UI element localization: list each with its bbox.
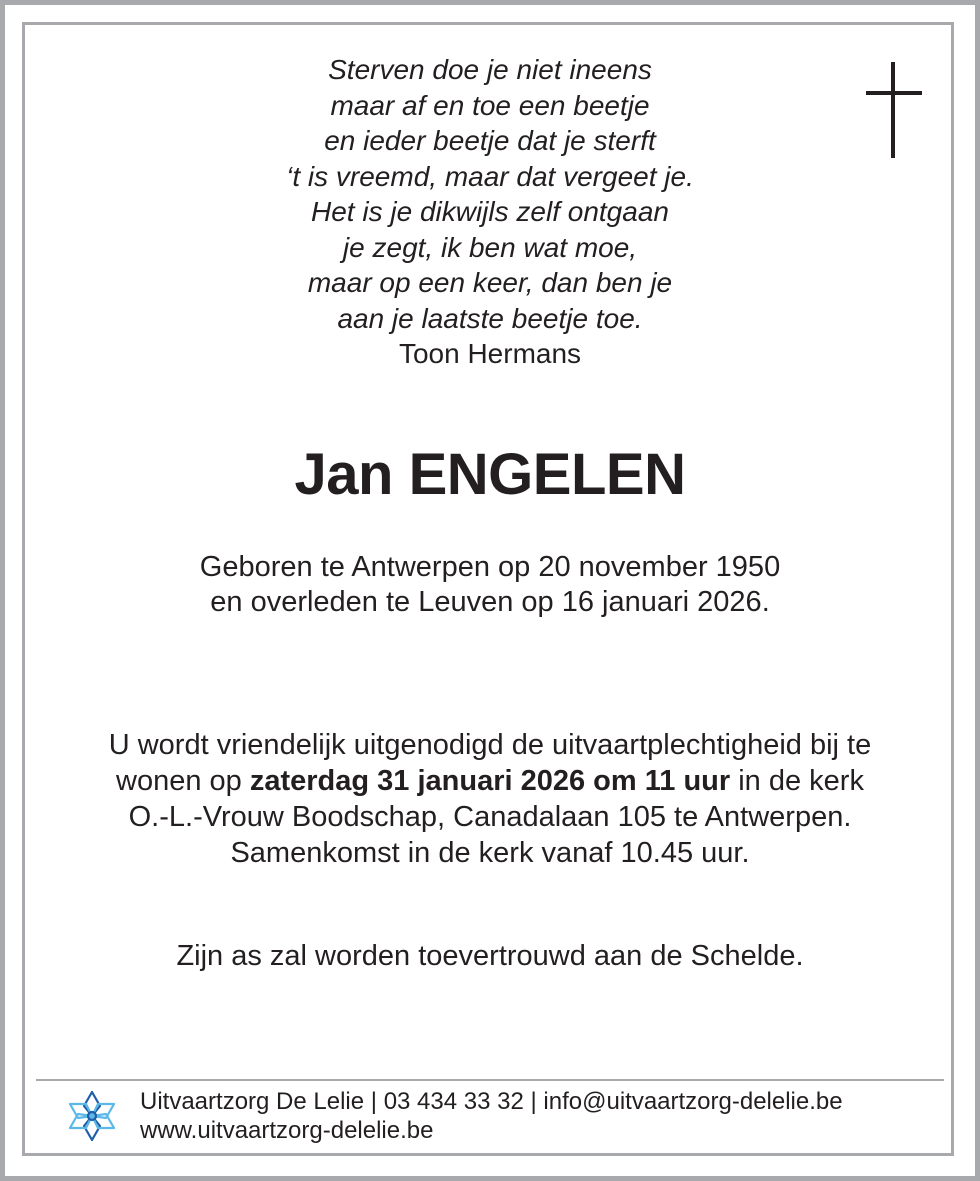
life-dates — [0, 550, 980, 620]
ceremony-datetime: zaterdag 31 januari 2026 om 11 uur — [249, 765, 731, 797]
birth-line: Geboren te Antwerpen op 20 november 1950 — [199, 551, 781, 583]
poem-line: en ieder beetje dat je sterft — [324, 125, 656, 156]
invitation-suffix: in de kerk — [730, 765, 864, 797]
invitation-line-2 — [0, 763, 980, 799]
poem-author: Toon Hermans — [398, 338, 582, 369]
funeral-home-contact — [140, 1087, 843, 1145]
poem-line: aan je laatste beetje toe. — [337, 302, 643, 334]
separator: | — [523, 1088, 544, 1115]
poem-line: maar op een keer, dan ben je — [307, 267, 673, 298]
deceased-name: Jan ENGELEN — [294, 442, 686, 507]
poem-line: ‘t is vreemd, maar dat vergeet je. — [286, 160, 694, 192]
poem-line: je zegt, ik ben wat moe, — [342, 231, 638, 263]
website-link[interactable]: www.uitvaartzorg-delelie.be — [140, 1117, 434, 1144]
email-link[interactable]: info@uitvaartzorg-delelie.be — [543, 1088, 843, 1115]
lily-star-icon — [66, 1088, 118, 1144]
footer-divider — [36, 1079, 944, 1081]
death-line: en overleden te Leuven op 16 januari 2026. — [210, 586, 770, 618]
invitation-prefix: wonen op — [116, 765, 250, 797]
phone-number[interactable]: 03 434 33 32 — [383, 1088, 524, 1115]
invitation-line-4: Samenkomst in de kerk vanaf 10.45 uur. — [230, 837, 750, 869]
invitation-line-1: U wordt vriendelijk uitgenodigd de uitvaartplechtigheid bij te — [108, 729, 872, 761]
cross-icon — [866, 62, 922, 158]
invitation-line-3: O.-L.-Vrouw Boodschap, Canadalaan 105 te Antwerpen. — [128, 801, 852, 833]
ashes-note: Zijn as zal worden toevertrouwd aan de Schelde. — [176, 940, 804, 972]
poem — [0, 52, 980, 372]
company-name: Uitvaartzorg De Lelie — [140, 1088, 365, 1115]
poem-line: maar af en toe een beetje — [330, 89, 650, 121]
poem-line: Het is je dikwijls zelf ontgaan — [311, 196, 669, 227]
poem-line: Sterven doe je niet ineens — [328, 54, 652, 85]
separator: | — [364, 1088, 384, 1115]
funeral-invitation — [0, 727, 980, 871]
contact-row — [140, 1087, 843, 1116]
